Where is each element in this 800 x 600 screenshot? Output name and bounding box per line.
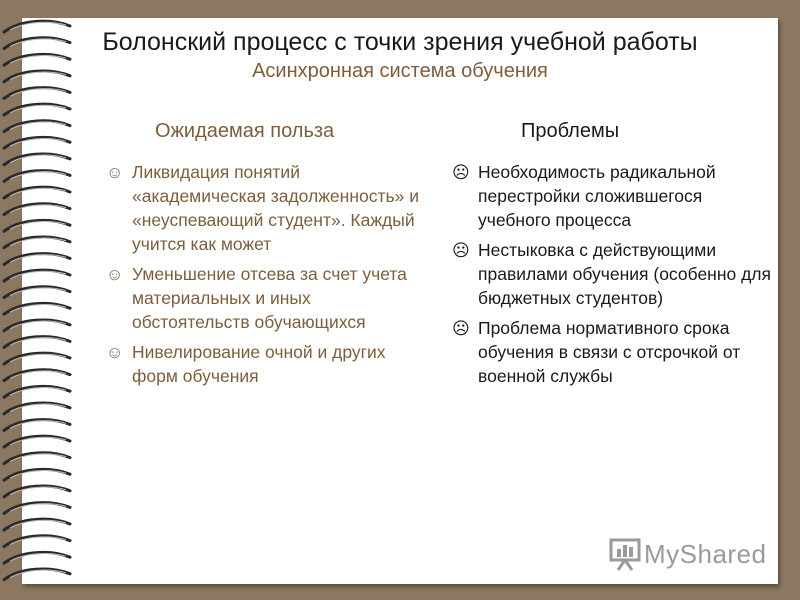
smiley-icon: ☺	[106, 343, 124, 362]
slide-title: Болонский процесс с точки зрения учебной работы	[102, 28, 698, 56]
frown-icon: ☹	[452, 163, 470, 182]
frown-icon: ☹	[452, 241, 470, 260]
watermark-logo	[608, 536, 767, 572]
smiley-icon: ☺	[106, 265, 124, 284]
list-item: ☺ Ликвидация понятий «академическая задолженность» и «неуспевающий студент». Каждый учится как может	[106, 162, 419, 254]
list-item: ☹ Нестыковка с действующими правилами обучения (особенно для бюджетных студентов)	[452, 240, 771, 308]
smiley-icon: ☺	[106, 163, 124, 182]
spiral-binding	[0, 14, 90, 594]
list-item: ☺ Нивелирование очной и других форм обучения	[106, 342, 386, 386]
list-item: ☺ Уменьшение отсева за счет учета материальных и иных обстоятельств обучающихся	[106, 264, 407, 332]
benefits-list	[106, 160, 426, 394]
presentation-board-icon	[608, 537, 644, 571]
list-item: ☹ Необходимость радикальной перестройки сложившегося учебного процесса	[452, 162, 716, 230]
slide-subtitle: Асинхронная система обучения	[252, 60, 548, 82]
watermark-text: MyShared	[644, 538, 767, 569]
problems-list	[452, 160, 772, 394]
benefits-heading: Ожидаемая польза	[155, 120, 335, 142]
frown-icon: ☹	[452, 319, 470, 338]
list-item: ☹ Проблема нормативного срока обучения в связи с отсрочкой от военной службы	[452, 318, 741, 386]
problems-heading: Проблемы	[521, 120, 620, 142]
